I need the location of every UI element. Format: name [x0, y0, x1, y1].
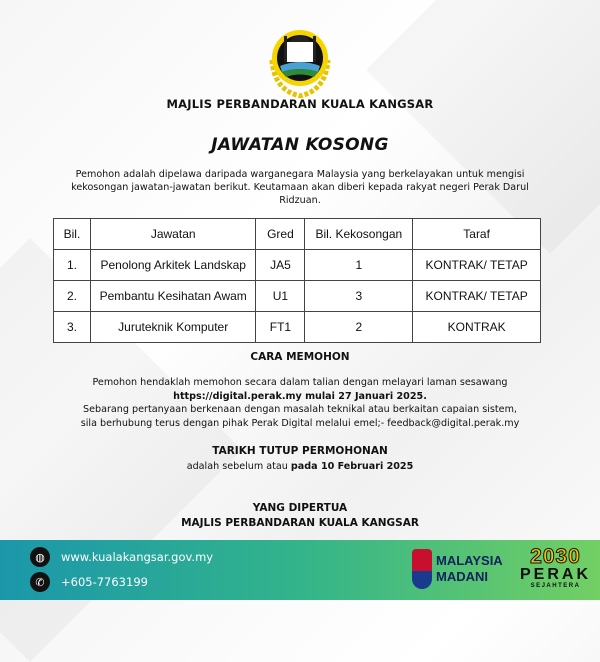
globe-icon: ◍: [30, 547, 50, 567]
madani-hand-icon: [412, 549, 432, 589]
page-title: JAWATAN KOSONG: [211, 135, 389, 155]
perak-year: 2030: [530, 545, 581, 568]
website-link[interactable]: www.kualakangsar.gov.my: [61, 550, 214, 564]
closing-date: pada 10 Februari 2025: [290, 461, 414, 472]
vacancy-table: [53, 218, 541, 343]
signoff: [0, 501, 600, 531]
cell-jawatan: Pembantu Kesihatan Awam: [90, 281, 256, 312]
cara-memohon-text: [0, 376, 600, 430]
cell-kekosongan: 3: [305, 281, 413, 312]
table-header-row: [54, 219, 541, 250]
closing-date-text: [0, 461, 600, 472]
cara-line-1: Pemohon hendaklah memohon secara dalam talian dengan melayari laman sesawang: [92, 377, 508, 388]
header-bil: Bil.: [54, 219, 91, 250]
cell-taraf: KONTRAK: [413, 312, 541, 343]
phone-icon: ✆: [30, 572, 50, 592]
intro-text: Pemohon adalah dipelawa daripada warganegara Malaysia yang berkelayakan untuk mengisi kekosongan jawatan-jawatan berikut. Keutamaan akan diberi kepada rakyat negeri Perak Darul Ridzuan.: [71, 169, 529, 206]
table-row: [54, 250, 541, 281]
perak-tagline: SEJAHTERA: [530, 583, 581, 589]
signoff-organization: MAJLIS PERBANDARAN KUALA KANGSAR: [181, 517, 419, 529]
cell-taraf: KONTRAK/ TETAP: [413, 250, 541, 281]
footer-bar: [0, 540, 600, 600]
closing-date-prefix: adalah sebelum atau: [186, 461, 291, 472]
cell-bil: 3.: [54, 312, 91, 343]
application-url: https://digital.perak.my mulai 27 Januari 2025.: [173, 390, 427, 402]
cara-line-4: sila berhubung terus dengan pihak Perak Digital melalui emel;- feedback@digital.perak.my: [80, 417, 520, 429]
header-kekosongan: Bil. Kekosongan: [305, 219, 413, 250]
cell-bil: 1.: [54, 250, 91, 281]
cell-kekosongan: 2: [305, 312, 413, 343]
cell-gred: FT1: [256, 312, 305, 343]
cell-gred: JA5: [256, 250, 305, 281]
header-taraf: Taraf: [413, 219, 541, 250]
malaysia-madani-logo: [412, 549, 503, 589]
phone-number[interactable]: +605-7763199: [61, 575, 148, 589]
cell-jawatan: Penolong Arkitek Landskap: [90, 250, 256, 281]
background-shape: [366, 0, 600, 254]
table-row: [54, 312, 541, 343]
cell-bil: 2.: [54, 281, 91, 312]
cell-kekosongan: 1: [305, 250, 413, 281]
signoff-title: YANG DIPERTUA: [252, 502, 348, 514]
cara-memohon-heading: CARA MEMOHON: [250, 351, 350, 363]
website-row[interactable]: [30, 547, 213, 567]
header-gred: Gred: [256, 219, 305, 250]
cell-jawatan: Juruteknik Komputer: [90, 312, 256, 343]
perak-name: PERAK: [520, 566, 592, 583]
table-row: [54, 281, 541, 312]
cell-gred: U1: [256, 281, 305, 312]
council-crest-logo: [262, 20, 338, 98]
phone-row[interactable]: [30, 572, 148, 592]
cara-line-3: Sebarang pertanyaan berkenaan dengan masalah teknikal atau berkaitan capaian sistem,: [83, 404, 517, 415]
closing-date-heading: TARIKH TUTUP PERMOHONAN: [212, 445, 388, 457]
organization-name: MAJLIS PERBANDARAN KUALA KANGSAR: [166, 97, 434, 111]
cell-taraf: KONTRAK/ TETAP: [413, 281, 541, 312]
madani-line-2: MADANI: [436, 569, 488, 584]
perak-sejahtera-logo: [520, 546, 591, 589]
header-jawatan: Jawatan: [90, 219, 256, 250]
madani-line-1: MALAYSIA: [436, 553, 503, 568]
